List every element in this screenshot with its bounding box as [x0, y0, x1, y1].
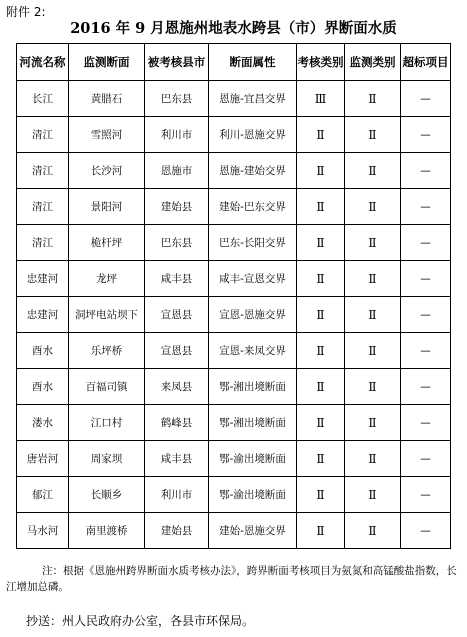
cc-line: 抄送：州人民政府办公室，各县市环保局。	[26, 614, 255, 628]
section-cell: 桅杆坪	[69, 225, 145, 261]
river-cell: 郁江	[17, 477, 69, 513]
exceed-cell: —	[401, 153, 451, 189]
table-row	[17, 477, 451, 513]
section-cell: 黄腊石	[69, 81, 145, 117]
monitor-class-cell: Ⅱ	[345, 405, 401, 441]
assess-class-cell: Ⅱ	[297, 441, 345, 477]
exceed-cell: —	[401, 477, 451, 513]
document-title: 2016 年 9 月恩施州地表水跨县（市）界断面水质	[70, 20, 397, 37]
county-cell: 巴东县	[145, 81, 209, 117]
exceed-cell: —	[401, 297, 451, 333]
header-attribute: 断面属性	[209, 44, 297, 81]
table-row	[17, 261, 451, 297]
exceed-cell: —	[401, 333, 451, 369]
section-cell: 洞坪电站坝下	[69, 297, 145, 333]
table-row	[17, 369, 451, 405]
section-cell: 江口村	[69, 405, 145, 441]
section-cell: 周家坝	[69, 441, 145, 477]
footnote: 注：根据《恩施州跨界断面水质考核办法》，跨界断面考核项目为氨氮和高锰酸盐指数，长江增加总磷。	[6, 565, 457, 593]
river-cell: 唐岩河	[17, 441, 69, 477]
header-section: 监测断面	[69, 44, 145, 81]
attribute-cell: 利川-恩施交界	[209, 117, 297, 153]
assess-class-cell: Ⅱ	[297, 477, 345, 513]
attribute-cell: 建始-巴东交界	[209, 189, 297, 225]
assess-class-cell: Ⅱ	[297, 189, 345, 225]
attribute-cell: 宣恩-来凤交界	[209, 333, 297, 369]
county-cell: 建始县	[145, 189, 209, 225]
monitor-class-cell: Ⅱ	[345, 81, 401, 117]
exceed-cell: —	[401, 81, 451, 117]
river-cell: 溇水	[17, 405, 69, 441]
section-cell: 乐坪桥	[69, 333, 145, 369]
county-cell: 咸丰县	[145, 441, 209, 477]
assess-class-cell: Ⅲ	[297, 81, 345, 117]
header-county: 被考核县市	[145, 44, 209, 81]
assess-class-cell: Ⅱ	[297, 297, 345, 333]
table-row	[17, 117, 451, 153]
section-cell: 南里渡桥	[69, 513, 145, 549]
assess-class-cell: Ⅱ	[297, 153, 345, 189]
monitor-class-cell: Ⅱ	[345, 513, 401, 549]
river-cell: 酉水	[17, 333, 69, 369]
attribute-cell: 建始-恩施交界	[209, 513, 297, 549]
attribute-cell: 鄂-渝出境断面	[209, 477, 297, 513]
exceed-cell: —	[401, 261, 451, 297]
river-cell: 忠建河	[17, 297, 69, 333]
assess-class-cell: Ⅱ	[297, 333, 345, 369]
table-row	[17, 153, 451, 189]
exceed-cell: —	[401, 369, 451, 405]
monitor-class-cell: Ⅱ	[345, 297, 401, 333]
attribute-cell: 宣恩-恩施交界	[209, 297, 297, 333]
county-cell: 利川市	[145, 117, 209, 153]
header-exceed-items: 超标项目	[401, 44, 451, 81]
assess-class-cell: Ⅱ	[297, 261, 345, 297]
county-cell: 宣恩县	[145, 333, 209, 369]
county-cell: 来凤县	[145, 369, 209, 405]
table-row	[17, 441, 451, 477]
table-row	[17, 189, 451, 225]
attribute-cell: 恩施-建始交界	[209, 153, 297, 189]
exceed-cell: —	[401, 189, 451, 225]
river-cell: 忠建河	[17, 261, 69, 297]
exceed-cell: —	[401, 405, 451, 441]
section-cell: 景阳河	[69, 189, 145, 225]
section-cell: 长顺乡	[69, 477, 145, 513]
river-cell: 清江	[17, 117, 69, 153]
table-header-row	[17, 44, 451, 81]
section-cell: 雪照河	[69, 117, 145, 153]
attribute-cell: 鄂-湘出境断面	[209, 369, 297, 405]
monitor-class-cell: Ⅱ	[345, 261, 401, 297]
exceed-cell: —	[401, 513, 451, 549]
assess-class-cell: Ⅱ	[297, 369, 345, 405]
county-cell: 恩施市	[145, 153, 209, 189]
monitor-class-cell: Ⅱ	[345, 333, 401, 369]
monitor-class-cell: Ⅱ	[345, 369, 401, 405]
monitor-class-cell: Ⅱ	[345, 225, 401, 261]
table-row	[17, 225, 451, 261]
exceed-cell: —	[401, 117, 451, 153]
assess-class-cell: Ⅱ	[297, 405, 345, 441]
header-assess-class: 考核类别	[297, 44, 345, 81]
county-cell: 宣恩县	[145, 297, 209, 333]
monitor-class-cell: Ⅱ	[345, 441, 401, 477]
table-row	[17, 297, 451, 333]
attribute-cell: 咸丰-宣恩交界	[209, 261, 297, 297]
river-cell: 清江	[17, 189, 69, 225]
river-cell: 长江	[17, 81, 69, 117]
table-row	[17, 81, 451, 117]
exceed-cell: —	[401, 225, 451, 261]
exceed-cell: —	[401, 441, 451, 477]
header-monitor-class: 监测类别	[345, 44, 401, 81]
attribute-cell: 恩施-宜昌交界	[209, 81, 297, 117]
attribute-cell: 鄂-湘出境断面	[209, 405, 297, 441]
assess-class-cell: Ⅱ	[297, 225, 345, 261]
monitor-class-cell: Ⅱ	[345, 117, 401, 153]
table-row	[17, 405, 451, 441]
section-cell: 龙坪	[69, 261, 145, 297]
water-quality-table	[16, 43, 451, 549]
section-cell: 百福司镇	[69, 369, 145, 405]
header-river: 河流名称	[17, 44, 69, 81]
river-cell: 马水河	[17, 513, 69, 549]
attribute-cell: 巴东-长阳交界	[209, 225, 297, 261]
river-cell: 酉水	[17, 369, 69, 405]
county-cell: 建始县	[145, 513, 209, 549]
monitor-class-cell: Ⅱ	[345, 153, 401, 189]
table-row	[17, 333, 451, 369]
monitor-class-cell: Ⅱ	[345, 477, 401, 513]
county-cell: 鹤峰县	[145, 405, 209, 441]
section-cell: 长沙河	[69, 153, 145, 189]
assess-class-cell: Ⅱ	[297, 513, 345, 549]
river-cell: 清江	[17, 153, 69, 189]
attachment-label: 附件 2:	[6, 5, 46, 19]
county-cell: 巴东县	[145, 225, 209, 261]
attribute-cell: 鄂-渝出境断面	[209, 441, 297, 477]
river-cell: 清江	[17, 225, 69, 261]
county-cell: 咸丰县	[145, 261, 209, 297]
assess-class-cell: Ⅱ	[297, 117, 345, 153]
county-cell: 利川市	[145, 477, 209, 513]
monitor-class-cell: Ⅱ	[345, 189, 401, 225]
table-row	[17, 513, 451, 549]
